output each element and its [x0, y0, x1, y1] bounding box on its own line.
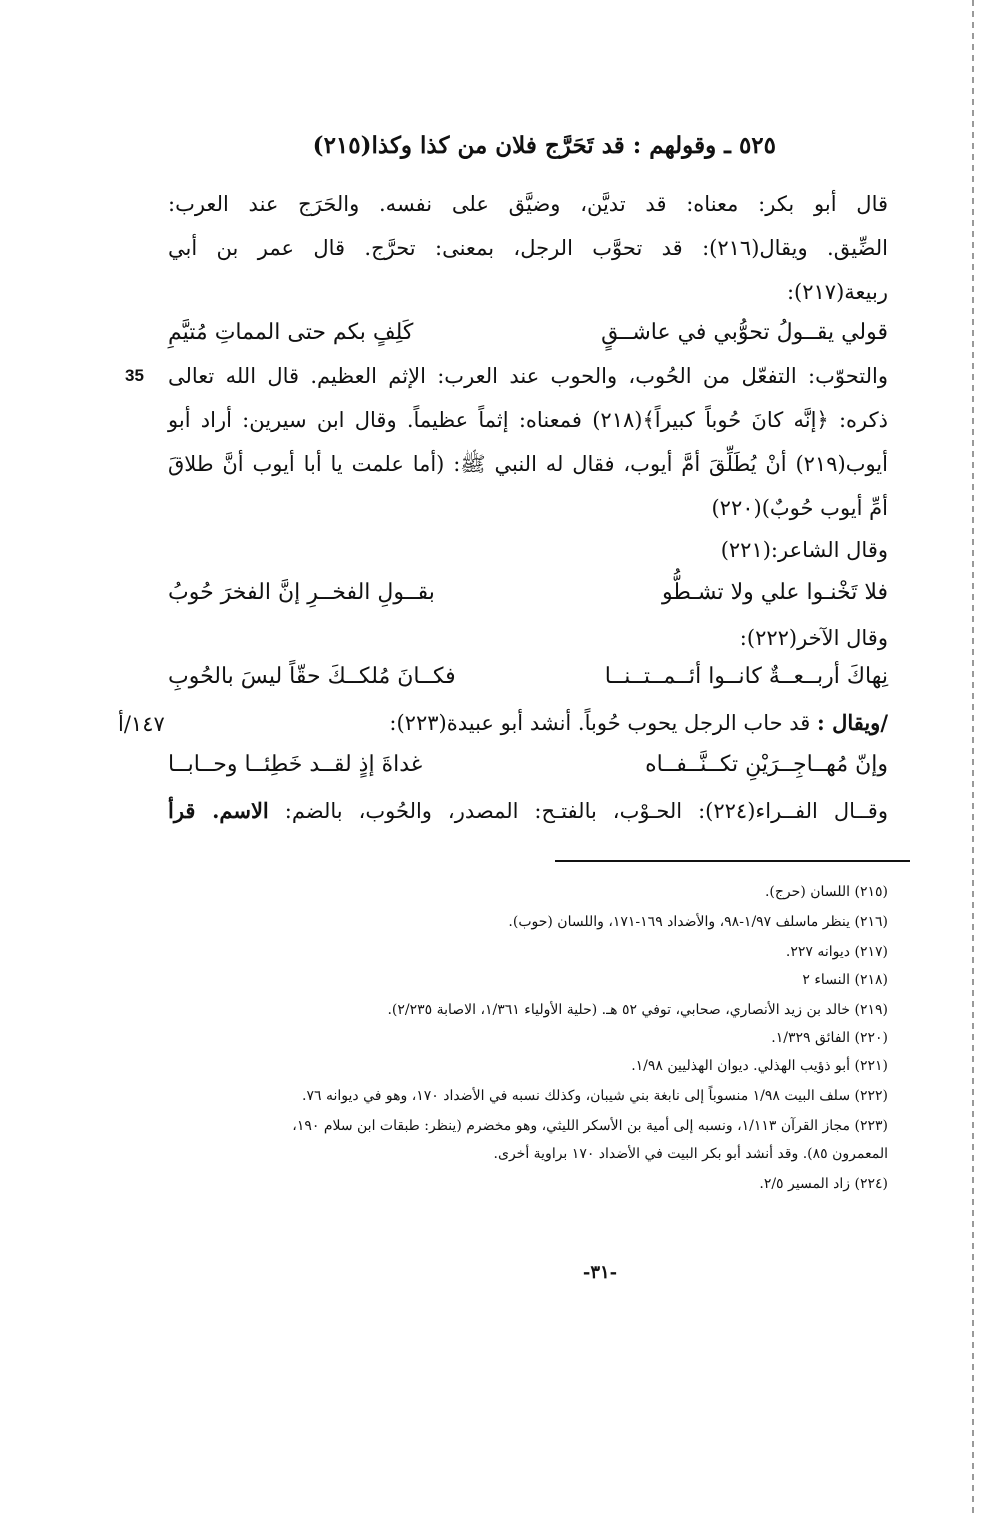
body-line: قال أبو بكر: معناه: قد تديَّن، وضيَّق على نفسه. والحَرَج عند العرب:	[168, 192, 888, 216]
verse-hemistich-left: فكــانَ مُلكــكَ حقّاً ليسَ بالحُوبِ	[168, 664, 456, 689]
footnote: (٢١٦) ينظر ماسلف ١/٩٧-٩٨، والأضداد ١٦٩-١٧١، واللسان (حوب).	[508, 914, 888, 930]
verse	[168, 580, 888, 605]
body-line: ذكره: ﴿إنَّه كانَ حُوباً كبيراً﴾(٢١٨) فمعناه: إثماً عظيماً. وقال ابن سيرين: أراد أبو	[168, 408, 888, 432]
body-line: الضِّيق. ويقال(٢١٦): قد تحوَّب الرجل، بمعنى: تحرَّج. قال عمر بن أبي	[168, 236, 888, 260]
verse-hemistich-left: غداةَ إذٍ لقــد خَطِئــا وحــابــا	[168, 752, 423, 777]
poet-label: وقال الشاعر:(٢٢١)	[720, 538, 888, 562]
footnote: (٢٢٠) الفائق ١/٣٢٩.	[771, 1030, 888, 1046]
section-title: ٥٢٥ ـ وقولهم : قد تَحَرَّج فلان من كذا وكذا(٢١٥)	[312, 132, 776, 159]
body-line: ربيعة(٢١٧):	[786, 280, 888, 304]
verse	[168, 664, 888, 689]
verse-hemistich-right: نِهاكَ أربــعــةٌ كانــوا أئــمــتــنــا	[604, 664, 888, 689]
page-number: -٣١-	[582, 1262, 618, 1283]
margin-folio-marker: ١٤٧/أ	[118, 712, 165, 736]
footnote: (٢١٥) اللسان (حرج).	[764, 884, 888, 900]
saying-rest: قد حاب الرجل يحوب حُوباً. أنشد أبو عبيدة(٢٢٣):	[389, 711, 817, 735]
saying-prefix: /ويقال :	[817, 710, 888, 735]
body-line-text: وقــال الفــراء(٢٢٤): الحـوْب، بالفتـح: المصدر، والحُوب، بالضم:	[268, 799, 888, 823]
body-line: أيوب(٢١٩) أنْ يُطَلِّقَ أمَّ أيوب، فقال له النبي ﷺ: (أما علمت يا أبا أيوب أنَّ طلاقَ	[168, 452, 888, 476]
footnote: (٢٢١) أبو ذؤيب الهذلي. ديوان الهذليين ١/٩٨.	[631, 1058, 888, 1074]
footnote: المعمرون ٨٥). وقد أنشد أبو بكر البيت في الأضداد ١٧٠ براوية أخرى.	[493, 1146, 888, 1162]
body-line	[168, 800, 888, 822]
footnote: (٢١٨) النساء ٢	[802, 972, 888, 988]
scan-edge-line	[972, 0, 974, 1517]
verse-hemistich-left: بقــولِ الفخــرِ إنَّ الفخرَ حُوبُ	[168, 580, 435, 605]
margin-line-number: 35	[125, 366, 144, 385]
verse	[168, 320, 888, 345]
body-line-emphasis: الاسم. قرأ	[168, 798, 269, 823]
footnote-separator	[555, 860, 910, 862]
body-line	[168, 712, 888, 734]
verse-hemistich-right: فلا تَخْنـوا علي ولا تشـطُّو	[661, 580, 888, 605]
footnote: (٢٢٢) سلف البيت ١/٩٨ منسوباً إلى نابغة بني شيبان، وكذلك نسبه في الأضداد ١٧٠، وهو في ديوانه ٧٦.	[302, 1088, 888, 1104]
footnote: (٢١٧) ديوانه ٢٢٧.	[785, 944, 888, 960]
footnote: (٢٢٤) زاد المسير ٢/٥.	[759, 1176, 888, 1192]
verse-hemistich-right: قولي يقــولُ تحوُّبي في عاشــقٍ	[601, 320, 888, 345]
verse	[168, 752, 888, 777]
footnote: (٢٢٣) مجاز القرآن ١/١١٣، ونسبه إلى أمية بن الأسكر الليثي، وهو مخضرم (ينظر: طبقات ابن سلام ١٩٠،	[292, 1118, 888, 1134]
verse-hemistich-left: كَلِفٍ بكم حتى المماتِ مُتيَّمِ	[168, 320, 414, 345]
footnote: (٢١٩) خالد بن زيد الأنصاري، صحابي، توفي ٥٢ هـ. (حلية الأولياء ١/٣٦١، الاصابة ٢/٢٣٥).	[387, 1002, 888, 1018]
verse-hemistich-right: وإنّ مُهــاجِــرَيْنِ تكــنَّــفــاه	[645, 752, 888, 777]
body-line: والتحوّب: التفعّل من الحُوب، والحوب عند العرب: الإثم العظيم. قال الله تعالى	[168, 364, 888, 388]
body-line: أمِّ أيوب حُوبٌ)(٢٢٠)	[711, 496, 888, 520]
other-label: وقال الآخر(٢٢٢):	[739, 626, 888, 650]
